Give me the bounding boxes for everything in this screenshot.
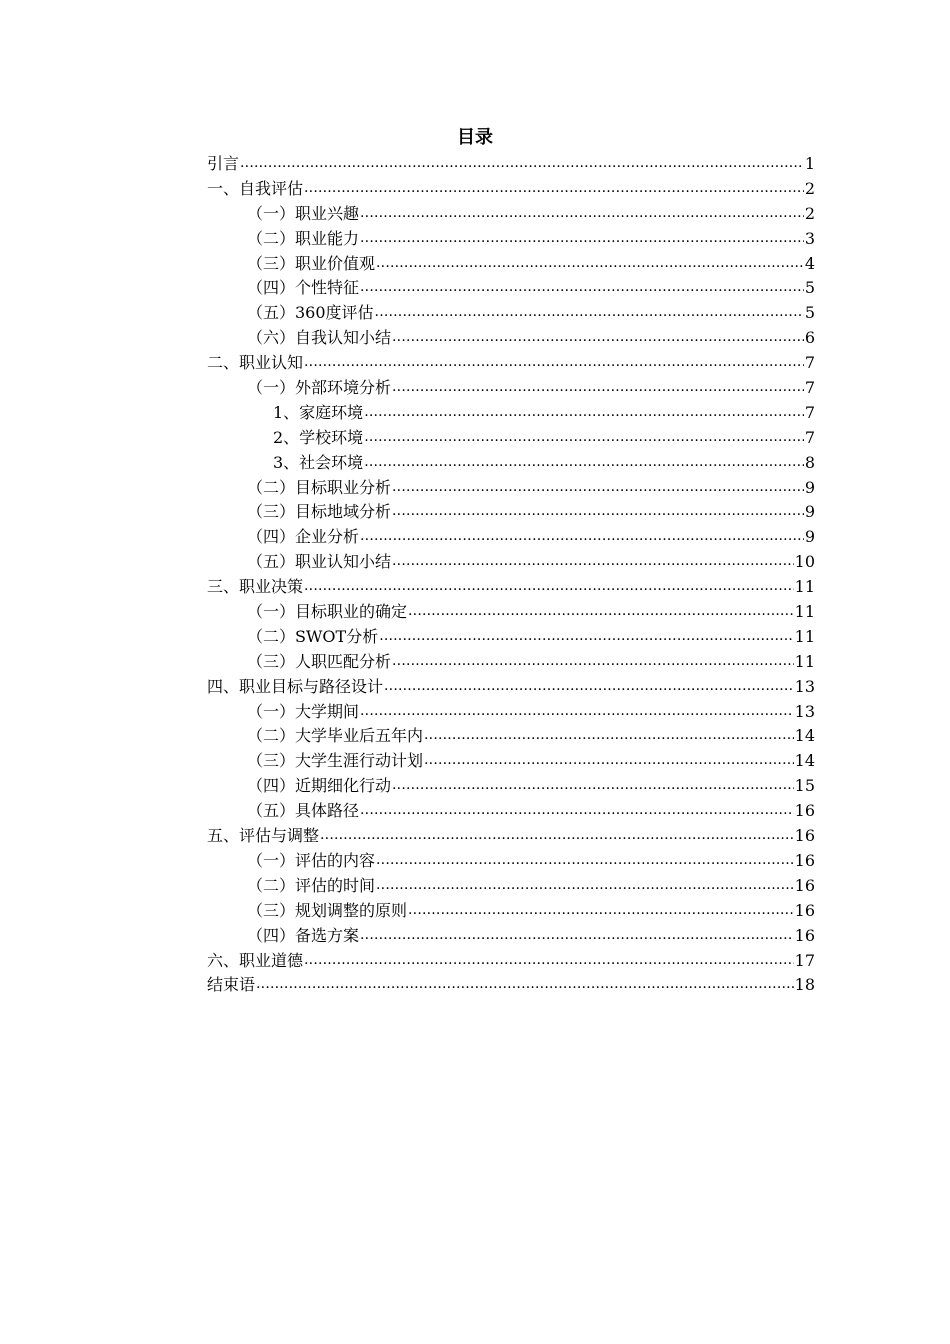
toc-entry[interactable]: [207, 451, 815, 476]
toc-dot-leader: [376, 850, 794, 866]
toc-dot-leader: [360, 277, 804, 293]
toc-dot-leader: [424, 725, 794, 741]
toc-entry[interactable]: [207, 152, 815, 177]
toc-dot-leader: [304, 950, 794, 966]
toc-entry-label: 三、职业决策: [207, 577, 304, 597]
toc-entry-page-number: 16: [794, 801, 815, 821]
toc-entry-page-number: 14: [794, 726, 815, 746]
toc-dot-leader: [392, 775, 794, 791]
toc-entry-label: 一、自我评估: [207, 178, 304, 198]
toc-entry-page-number: 13: [794, 676, 815, 696]
toc-entry[interactable]: [207, 326, 815, 351]
toc-dot-leader: [392, 651, 794, 667]
toc-entry-page-number: 14: [794, 751, 815, 771]
toc-dot-leader: [360, 203, 804, 219]
toc-list: [207, 152, 815, 998]
toc-entry-page-number: 9: [804, 477, 815, 497]
toc-entry-page-number: 8: [804, 452, 815, 472]
toc-entry[interactable]: [207, 650, 815, 675]
toc-dot-leader: [408, 900, 794, 916]
toc-dot-leader: [364, 452, 804, 468]
toc-entry-page-number: 18: [794, 975, 815, 995]
toc-entry-page-number: 3: [804, 228, 815, 248]
toc-entry-page-number: 7: [804, 402, 815, 422]
toc-entry-page-number: 9: [804, 527, 815, 547]
toc-entry-label: （三）目标地域分析: [247, 502, 392, 522]
toc-entry-label: （三）大学生涯行动计划: [247, 751, 424, 771]
toc-dot-leader: [364, 402, 804, 418]
toc-dot-leader: [360, 925, 794, 941]
toc-entry[interactable]: [207, 899, 815, 924]
toc-entry-page-number: 7: [804, 378, 815, 398]
toc-entry[interactable]: [207, 600, 815, 625]
toc-entry[interactable]: [207, 227, 815, 252]
toc-entry-page-number: 6: [804, 328, 815, 348]
toc-dot-leader: [384, 676, 794, 692]
toc-entry[interactable]: [207, 500, 815, 525]
toc-entry[interactable]: [207, 301, 815, 326]
toc-entry-page-number: 16: [794, 900, 815, 920]
toc-entry-label: 引言: [207, 154, 240, 173]
toc-dot-leader: [240, 153, 804, 169]
toc-entry[interactable]: [207, 351, 815, 376]
toc-entry[interactable]: [207, 824, 815, 849]
toc-entry-label: （二）大学毕业后五年内: [247, 726, 424, 746]
toc-dot-leader: [320, 825, 794, 841]
toc-dot-leader: [304, 178, 804, 194]
toc-entry-page-number: 9: [804, 502, 815, 522]
toc-entry-page-number: 2: [804, 203, 815, 223]
toc-entry-label: 3、社会环境: [273, 452, 364, 472]
toc-dot-leader: [304, 352, 804, 368]
toc-entry-label: （四）备选方案: [247, 925, 360, 945]
toc-entry-label: （一）目标职业的确定: [247, 602, 408, 622]
toc-dot-leader: [376, 875, 794, 891]
toc-entry-label: （一）职业兴趣: [247, 203, 360, 223]
toc-entry-page-number: 2: [804, 178, 815, 198]
toc-entry-label: （五）具体路径: [247, 801, 360, 821]
toc-entry-label: （三）职业价值观: [247, 253, 376, 273]
toc-entry-page-number: 7: [804, 353, 815, 373]
toc-dot-leader: [424, 750, 794, 766]
toc-entry-label: （三）规划调整的原则: [247, 900, 408, 920]
toc-entry-page-number: 16: [794, 826, 815, 846]
toc-entry-page-number: 17: [794, 950, 815, 970]
toc-entry-label: （一）大学期间: [247, 701, 360, 721]
toc-entry[interactable]: [207, 924, 815, 949]
toc-entry-page-number: 16: [794, 875, 815, 895]
toc-dot-leader: [375, 302, 804, 318]
toc-entry[interactable]: [207, 675, 815, 700]
toc-entry-label: 六、职业道德: [207, 950, 304, 970]
toc-entry[interactable]: [207, 202, 815, 227]
toc-entry[interactable]: [207, 426, 815, 451]
toc-dot-leader: [376, 253, 804, 269]
toc-entry-label: （三）人职匹配分析: [247, 651, 392, 671]
toc-entry-label: 四、职业目标与路径设计: [207, 676, 384, 696]
toc-entry-label: （四）个性特征: [247, 278, 360, 298]
toc-entry[interactable]: [207, 177, 815, 202]
toc-entry-label: 二、职业认知: [207, 353, 304, 373]
toc-entry-label: （六）自我认知小结: [247, 328, 392, 348]
toc-entry-label: （二）评估的时间: [247, 875, 376, 895]
toc-dot-leader: [392, 327, 804, 343]
toc-entry-label: （二）职业能力: [247, 228, 360, 248]
toc-entry-label: （二）目标职业分析: [247, 477, 392, 497]
toc-entry-label: 1、家庭环境: [273, 402, 364, 422]
toc-entry-label: （一）评估的内容: [247, 850, 376, 870]
toc-entry-page-number: 5: [804, 303, 815, 323]
toc-entry-page-number: 4: [804, 253, 815, 273]
toc-entry-page-number: 11: [794, 577, 815, 597]
toc-entry[interactable]: [207, 949, 815, 974]
toc-dot-leader: [392, 551, 794, 567]
toc-dot-leader: [392, 501, 804, 517]
toc-entry-label: （一）外部环境分析: [247, 378, 392, 398]
toc-entry[interactable]: [207, 252, 815, 277]
toc-dot-leader: [364, 427, 804, 443]
toc-entry[interactable]: [207, 575, 815, 600]
toc-dot-leader: [408, 601, 794, 617]
toc-entry[interactable]: [207, 401, 815, 426]
toc-dot-leader: [360, 228, 804, 244]
toc-entry[interactable]: [207, 625, 815, 650]
toc-entry[interactable]: [207, 276, 815, 301]
toc-entry-label: （五）职业认知小结: [247, 552, 392, 572]
toc-dot-leader: [360, 800, 794, 816]
toc-entry-page-number: 7: [804, 427, 815, 447]
toc-entry[interactable]: [207, 774, 815, 799]
toc-entry[interactable]: [207, 476, 815, 501]
toc-dot-leader: [392, 377, 804, 393]
toc-dot-leader: [392, 477, 804, 493]
toc-title: 目录: [457, 127, 493, 148]
toc-entry-page-number: 15: [794, 776, 815, 796]
toc-entry-label: 五、评估与调整: [207, 826, 320, 846]
toc-dot-leader: [360, 526, 804, 542]
toc-entry-label: （四）企业分析: [247, 527, 360, 547]
toc-entry-page-number: 16: [794, 925, 815, 945]
toc-entry-page-number: 1: [804, 154, 815, 173]
toc-dot-leader: [304, 576, 794, 592]
toc-entry-label: （二）SWOT分析: [247, 626, 379, 646]
toc-entry[interactable]: [207, 799, 815, 824]
toc-entry[interactable]: [207, 525, 815, 550]
toc-entry[interactable]: [207, 550, 815, 575]
toc-entry-page-number: 11: [794, 602, 815, 622]
toc-entry[interactable]: [207, 849, 815, 874]
toc-entry[interactable]: [207, 874, 815, 899]
toc-entry-label: 结束语: [207, 975, 256, 995]
toc-entry-label: （四）近期细化行动: [247, 776, 392, 796]
toc-entry-page-number: 10: [794, 552, 815, 572]
toc-entry-label: （五）360度评估: [247, 303, 374, 323]
toc-dot-leader: [360, 701, 794, 717]
toc-entry[interactable]: [207, 700, 815, 725]
toc-entry[interactable]: [207, 376, 815, 401]
toc-entry-page-number: 5: [804, 278, 815, 298]
toc-entry-page-number: 13: [794, 701, 815, 721]
toc-dot-leader: [379, 626, 793, 642]
toc-entry-page-number: 11: [794, 651, 815, 671]
toc-entry-page-number: 11: [794, 626, 815, 646]
toc-dot-leader: [256, 974, 794, 990]
toc-entry-page-number: 16: [794, 850, 815, 870]
toc-entry[interactable]: [207, 973, 815, 998]
toc-entry[interactable]: [207, 724, 815, 749]
toc-entry[interactable]: [207, 749, 815, 774]
toc-entry-label: 2、学校环境: [273, 427, 364, 447]
